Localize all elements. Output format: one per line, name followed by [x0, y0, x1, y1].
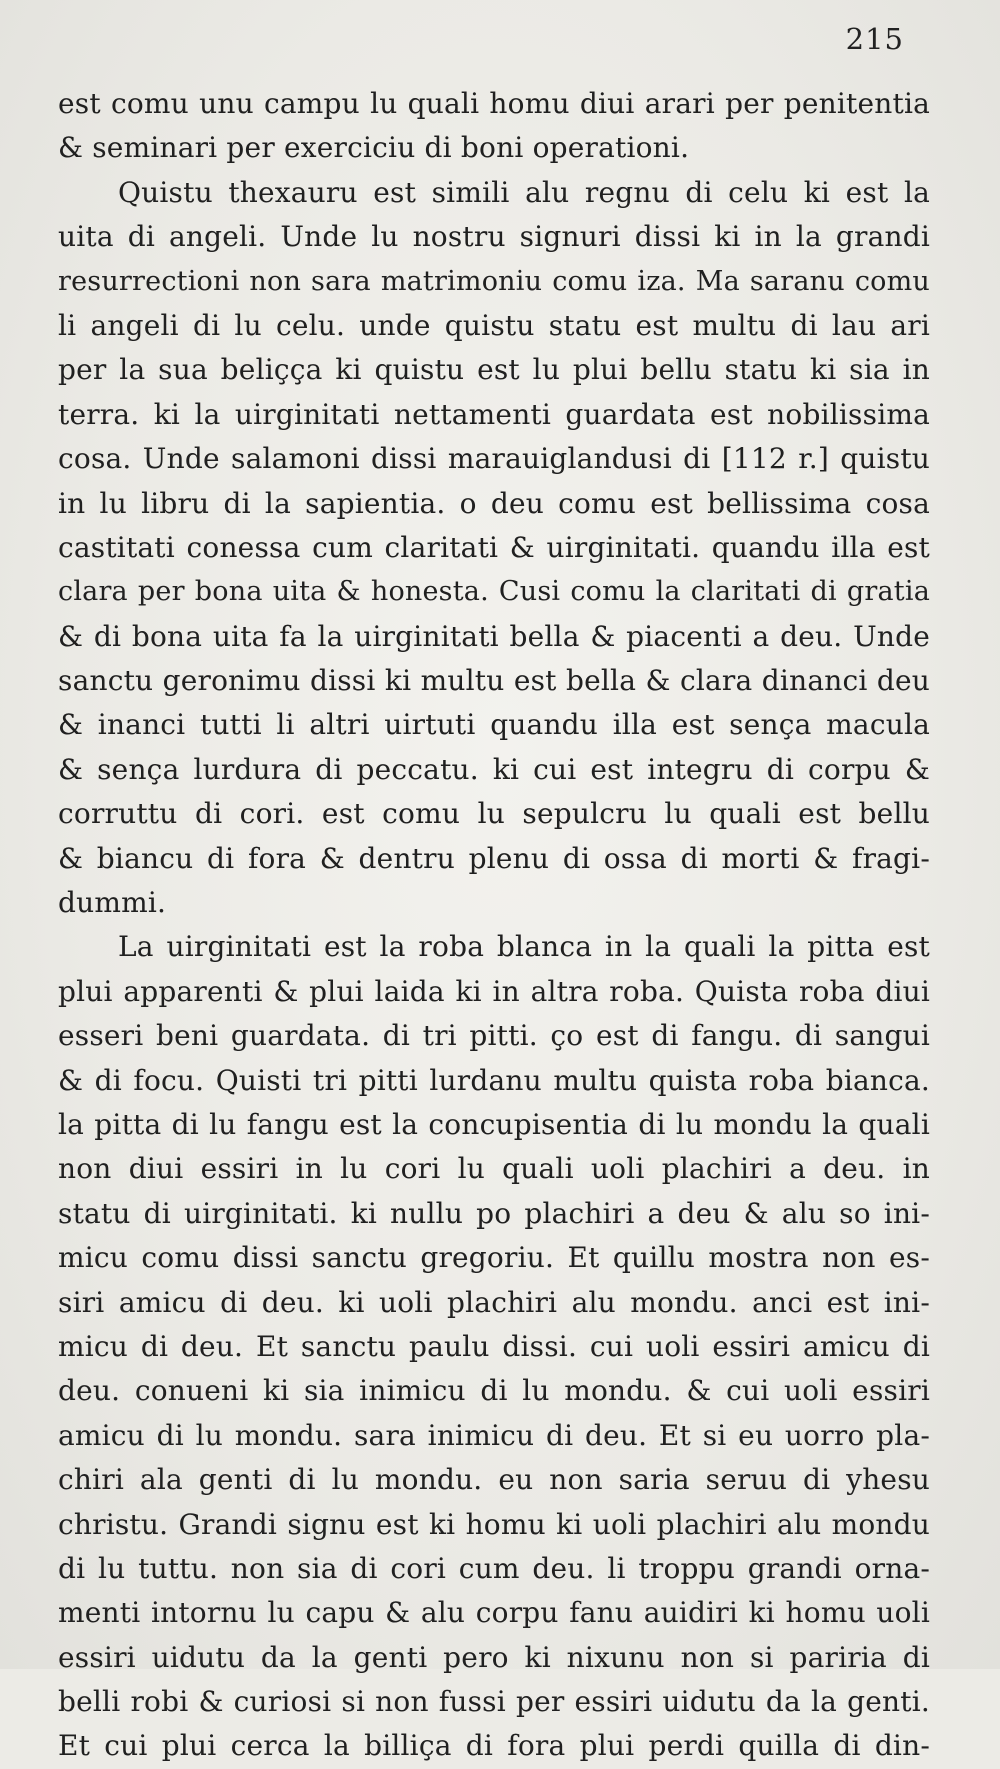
text-line: deu. conueni ki sia inimicu di lu mondu. & cui uoli essiri	[58, 1374, 930, 1408]
text-line: di lu tuttu. non sia di cori cum deu. li troppu grandi orna-	[58, 1551, 930, 1585]
text-line: dummi.	[58, 886, 167, 920]
text-line: & di bona uita fa la uirginitati bella & piacenti a deu. Unde	[58, 619, 930, 653]
text-line: resurrectioni non sara matrimoniu comu iza. Ma saranu comu	[58, 265, 930, 297]
text-line: Quistu thexauru est simili alu regnu di celu ki est la	[118, 175, 930, 209]
text-line: per la sua beliçça ki quistu est lu plui bellu statu ki sia in	[58, 353, 930, 387]
text-line: in lu libru di la sapientia. o deu comu est bellissima cosa	[58, 486, 930, 520]
text-line: christu. Grandi signu est ki homu ki uoli plachiri alu mondu	[58, 1507, 930, 1541]
text-line: chiri ala genti di lu mondu. eu non saria seruu di yhesu	[58, 1463, 930, 1497]
text-line: non diui essiri in lu cori lu quali uoli plachiri a deu. in	[58, 1152, 930, 1186]
text-line: castitati conessa cum claritati & uirginitati. quandu illa est	[58, 530, 930, 564]
text-line: micu di deu. Et sanctu paulu dissi. cui uoli essiri amicu di	[58, 1329, 930, 1363]
text-line: belli robi & curiosi si non fussi per essiri uidutu da la genti.	[58, 1685, 930, 1719]
text-line: la pitta di lu fangu est la concupisentia di lu mondu la quali	[58, 1107, 930, 1141]
text-line: esseri beni guardata. di tri pitti. ço est di fangu. di sangui	[58, 1019, 930, 1053]
text-line: sanctu geronimu dissi ki multu est bella & clara dinanci deu	[58, 664, 930, 698]
text-line: & sença lurdura di peccatu. ki cui est integru di corpu &	[58, 752, 930, 786]
text-line: plui apparenti & plui laida ki in altra roba. Quista roba diui	[58, 974, 930, 1008]
text-line: uita di angeli. Unde lu nostru signuri dissi ki in la grandi	[58, 220, 930, 254]
text-line: & di focu. Quisti tri pitti lurdanu multu quista roba bianca.	[58, 1063, 930, 1097]
text-line: & seminari per exerciciu di boni operationi.	[58, 131, 690, 165]
body-text	[58, 82, 930, 1769]
text-line: terra. ki la uirginitati nettamenti guardata est nobilissima	[58, 397, 930, 431]
text-line: statu di uirginitati. ki nullu po plachiri a deu & alu so ini-	[58, 1196, 930, 1230]
text-line: cosa. Unde salamoni dissi marauiglandusi di [112 r.] quistu	[58, 442, 930, 476]
text-line: li angeli di lu celu. unde quistu statu est multu di lau ari	[58, 308, 930, 342]
page-number: 215	[845, 22, 904, 56]
text-line: amicu di lu mondu. sara inimicu di deu. Et si eu uorro pla-	[58, 1418, 930, 1452]
text-line: menti intornu lu capu & alu corpu fanu auidiri ki homu uoli	[58, 1596, 930, 1630]
text-line: clara per bona uita & honesta. Cusi comu la claritati di gratia	[58, 576, 930, 608]
text-line: La uirginitati est la roba blanca in la quali la pitta est	[118, 930, 930, 964]
text-line: corruttu di cori. est comu lu sepulcru lu quali est bellu	[58, 797, 930, 831]
text-line: siri amicu di deu. ki uoli plachiri alu mondu. anci est ini-	[58, 1285, 930, 1319]
text-line: & inanci tutti li altri uirtuti quandu illa est sença macula	[58, 708, 930, 742]
text-line: & biancu di fora & dentru plenu di ossa di morti & fragi-	[58, 841, 930, 875]
text-line: est comu unu campu lu quali homu diui arari per penitentia	[58, 87, 930, 120]
text-line: micu comu dissi sanctu gregoriu. Et quillu mostra non es-	[58, 1241, 930, 1275]
text-line: Et cui plui cerca la billiça di fora plui perdi quilla di din-	[58, 1729, 930, 1763]
text-line: essiri uidutu da la genti pero ki nixunu non si pariria di	[58, 1640, 930, 1674]
